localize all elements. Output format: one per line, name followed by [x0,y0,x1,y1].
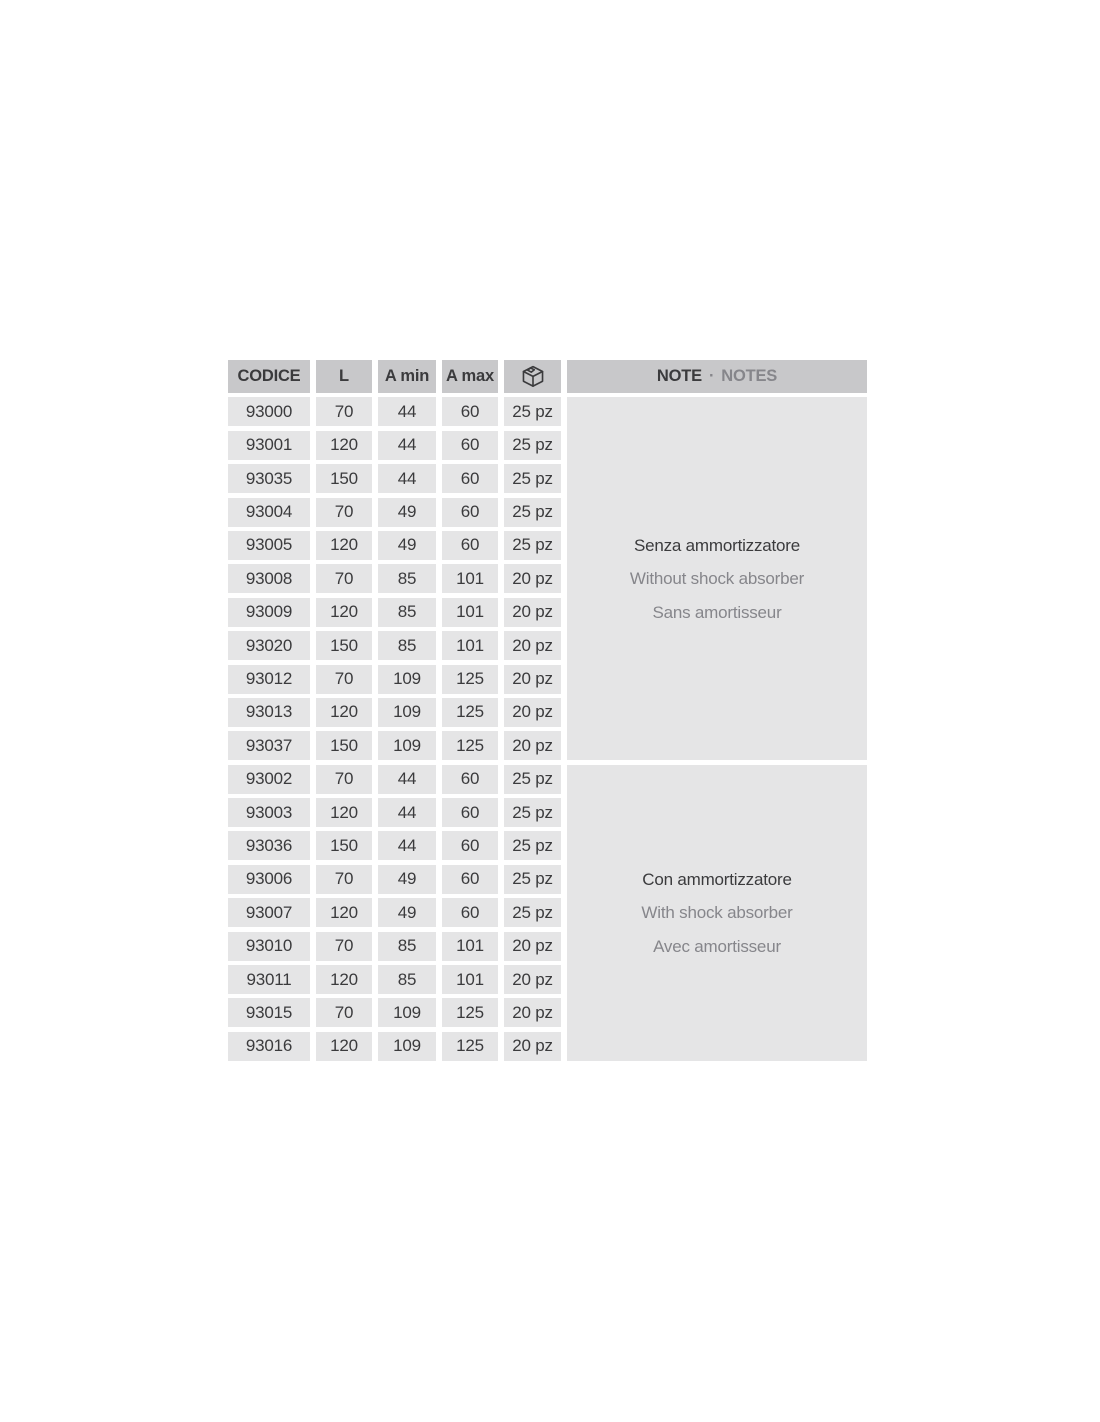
table-cell: 120 [316,531,372,560]
table-cell: 20 pz [504,564,561,593]
table-cell: 20 pz [504,1032,561,1061]
table-cell: 25 pz [504,831,561,860]
note-header-primary: NOTE [656,367,702,385]
table-cell: 25 pz [504,765,561,794]
table-cell: 49 [378,898,436,927]
table-cell: 60 [442,397,498,426]
table-cell: 109 [378,698,436,727]
column-header-a-min: A min [378,360,436,393]
table-cell: 70 [316,998,372,1027]
table-cell: 109 [378,665,436,694]
table-cell: 125 [442,1032,498,1061]
note-group-with-shock-absorber [567,765,867,1061]
table-cell: 120 [316,965,372,994]
table-cell: 93035 [228,464,310,493]
table-cell: 93037 [228,731,310,760]
column-header-codice: CODICE [228,360,310,393]
column-header-a-max: A max [442,360,498,393]
table-cell: 93009 [228,598,310,627]
table-cell: 44 [378,464,436,493]
table-cell: 25 pz [504,798,561,827]
note-group-without-shock-absorber [567,397,867,760]
table-cell: 20 pz [504,631,561,660]
table-cell: 85 [378,631,436,660]
table-cell: 60 [442,865,498,894]
table-cell: 125 [442,665,498,694]
table-cell: 70 [316,765,372,794]
table-cell: 49 [378,531,436,560]
note-header-secondary: NOTES [721,367,778,385]
table-cell: 120 [316,798,372,827]
table-cell: 60 [442,798,498,827]
table-cell: 25 pz [504,898,561,927]
table-cell: 109 [378,1032,436,1061]
table-cell: 120 [316,431,372,460]
table-cell: 44 [378,765,436,794]
table-cell: 93011 [228,965,310,994]
table-cell: 20 pz [504,731,561,760]
table-cell: 109 [378,731,436,760]
table-cell: 60 [442,531,498,560]
table-cell: 20 pz [504,698,561,727]
note-header-separator: · [708,367,715,385]
table-cell: 60 [442,498,498,527]
table-cell: 93002 [228,765,310,794]
table-cell: 60 [442,765,498,794]
table-cell: 120 [316,898,372,927]
table-cell: 25 pz [504,531,561,560]
table-cell: 49 [378,865,436,894]
table-cell: 125 [442,698,498,727]
table-cell: 20 pz [504,665,561,694]
table-cell: 85 [378,598,436,627]
table-cell: 125 [442,731,498,760]
table-cell: 101 [442,564,498,593]
table-cell: 44 [378,798,436,827]
table-cell: 93020 [228,631,310,660]
table-cell: 150 [316,831,372,860]
table-cell: 70 [316,932,372,961]
table-cell: 93015 [228,998,310,1027]
table-cell: 150 [316,731,372,760]
note-line-secondary: With shock absorber [641,903,793,922]
table-cell: 93006 [228,865,310,894]
table-cell: 101 [442,965,498,994]
note-line-primary: Con ammortizzatore [642,869,792,889]
note-line-primary: Senza ammortizzatore [633,535,801,555]
table-cell: 93003 [228,798,310,827]
column-header-notes [567,360,867,393]
table-cell: 101 [442,631,498,660]
note-line-tertiary: Avec amortisseur [653,936,781,956]
table-cell: 60 [442,898,498,927]
table-cell: 150 [316,631,372,660]
table-cell: 93008 [228,564,310,593]
table-cell: 60 [442,431,498,460]
table-cell: 20 pz [504,965,561,994]
table-cell: 93010 [228,932,310,961]
table-cell: 25 pz [504,464,561,493]
table-cell: 85 [378,932,436,961]
table-cell: 20 pz [504,598,561,627]
package-icon [520,364,546,389]
table-cell: 44 [378,397,436,426]
table-cell: 49 [378,498,436,527]
note-line-tertiary: Sans amortisseur [652,602,782,622]
table-cell: 93036 [228,831,310,860]
table-cell: 85 [378,564,436,593]
table-cell: 120 [316,698,372,727]
table-cell: 93001 [228,431,310,460]
table-cell: 70 [316,665,372,694]
table-cell: 120 [316,1032,372,1061]
table-cell: 93013 [228,698,310,727]
table-cell: 70 [316,397,372,426]
table-cell: 60 [442,464,498,493]
table-cell: 93012 [228,665,310,694]
column-header-l: L [316,360,372,393]
table-cell: 150 [316,464,372,493]
table-cell: 70 [316,865,372,894]
table-cell: 20 pz [504,998,561,1027]
table-cell: 44 [378,831,436,860]
table-cell: 101 [442,598,498,627]
table-cell: 70 [316,498,372,527]
table-cell: 93004 [228,498,310,527]
table-cell: 101 [442,932,498,961]
table-cell: 25 pz [504,865,561,894]
table-cell: 70 [316,564,372,593]
column-header-package-qty [504,360,561,393]
table-cell: 93000 [228,397,310,426]
table-cell: 25 pz [504,498,561,527]
table-cell: 44 [378,431,436,460]
table-cell: 125 [442,998,498,1027]
table-cell: 93007 [228,898,310,927]
table-cell: 20 pz [504,932,561,961]
table-cell: 109 [378,998,436,1027]
spec-table [228,360,867,1061]
table-cell: 25 pz [504,431,561,460]
table-cell: 25 pz [504,397,561,426]
table-cell: 85 [378,965,436,994]
note-line-secondary: Without shock absorber [629,569,805,589]
table-cell: 93005 [228,531,310,560]
table-cell: 93016 [228,1032,310,1061]
table-cell: 120 [316,598,372,627]
table-cell: 60 [442,831,498,860]
